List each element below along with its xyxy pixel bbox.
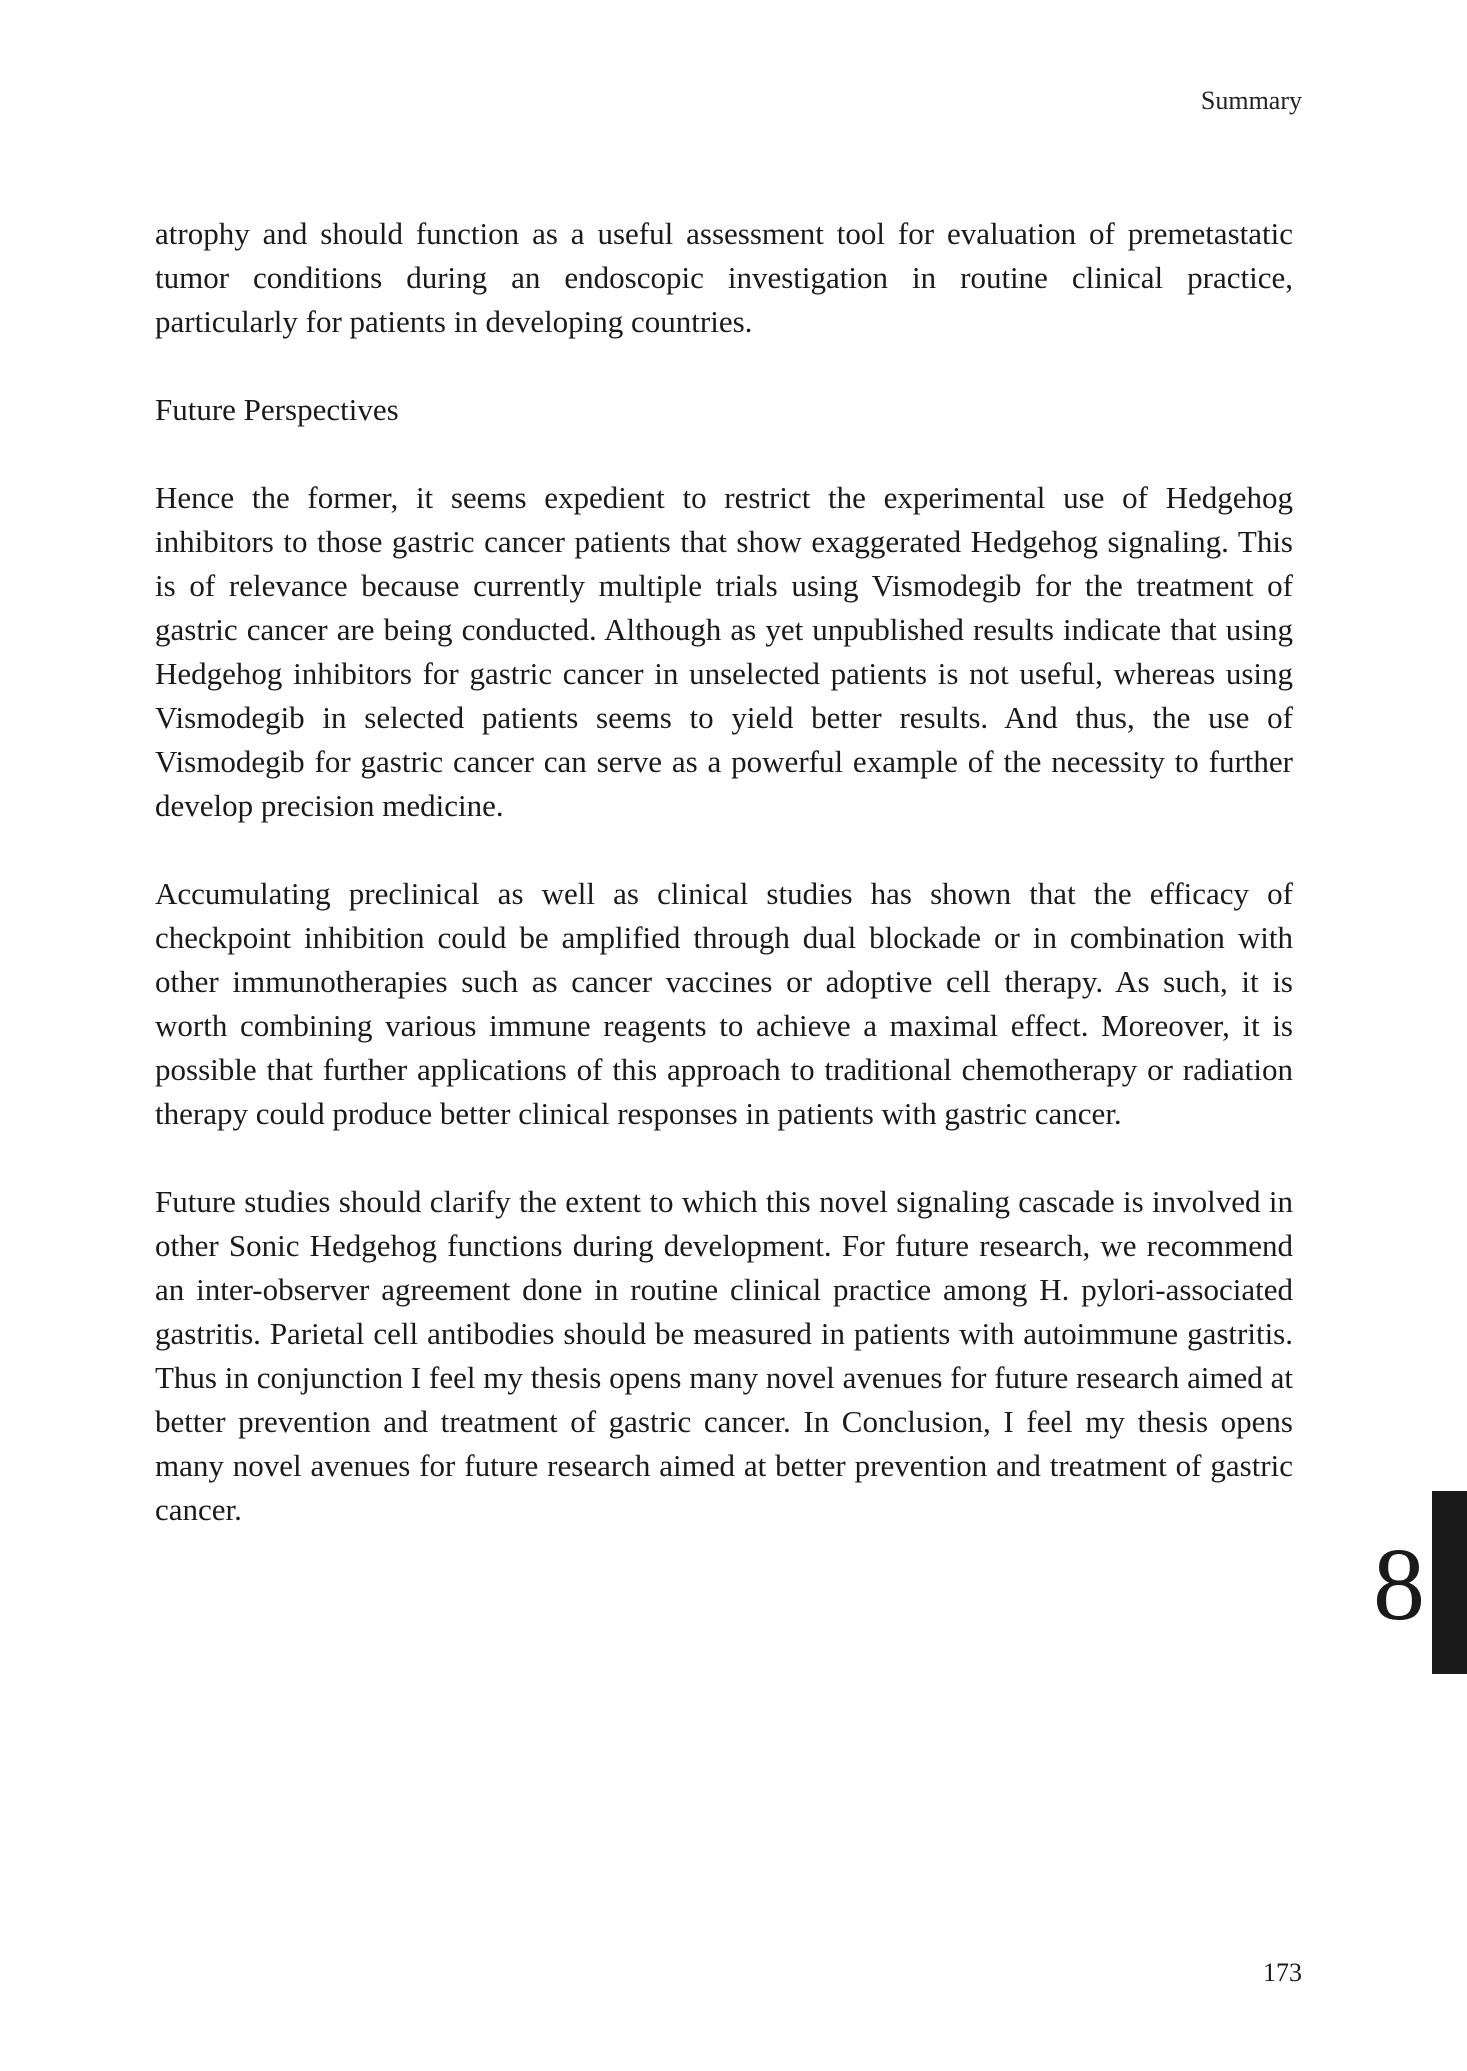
- body-text: [155, 212, 1293, 1576]
- paragraph: Accumulating preclinical as well as clinical studies has shown that the efficacy of checkpoint inhibition could be amplified through dual blockade or in combination with other immunotherapies such as cancer vaccines or adoptive cell therapy. As such, it is worth combining various immune reagents to achieve a maximal effect. Moreover, it is possible that further applications of this approach to traditional chemotherapy or radiation therapy could produce better clinical responses in patients with gastric cancer.: [155, 876, 1293, 1131]
- page-number: 173: [1263, 1958, 1302, 1987]
- running-head-title: Summary: [1200, 86, 1302, 115]
- paragraph: Future studies should clarify the extent to which this novel signaling cascade is involved in other Sonic Hedgehog functions during development. For future research, we recommend an inter-observer agreement done in routine clinical practice among H. pylori-associated gastritis. Parietal cell antibodies should be measured in patients with autoimmune gastritis. Thus in conjunction I feel my thesis opens many novel avenues for future research aimed at better prevention and treatment of gastric cancer. In Conclusion, I feel my thesis opens many novel avenues for future research aimed at better prevention and treatment of gastric cancer.: [155, 1184, 1293, 1527]
- chapter-number: 8: [1373, 1527, 1425, 1642]
- paragraph: Hence the former, it seems expedient to restrict the experimental use of Hedgehog inhibitors to those gastric cancer patients that show exaggerated Hedgehog signaling. This is of relevance because currently multiple trials using Vismodegib for the treatment of gastric cancer are being conducted. Although as yet unpublished results indicate that using Hedgehog inhibitors for gastric cancer in unselected patients is not useful, whereas using Vismodegib in selected patients seems to yield better results. And thus, the use of Vismodegib for gastric cancer can serve as a powerful example of the necessity to further develop precision medicine.: [155, 480, 1293, 823]
- section-heading: Future Perspectives: [155, 392, 399, 427]
- chapter-thumb-tab: [1432, 1491, 1467, 1674]
- intro-paragraph: atrophy and should function as a useful assessment tool for evaluation of premetastatic tumor conditions during an endoscopic investigation in routine clinical practice, particularly for patients in developing countries.: [155, 216, 1293, 339]
